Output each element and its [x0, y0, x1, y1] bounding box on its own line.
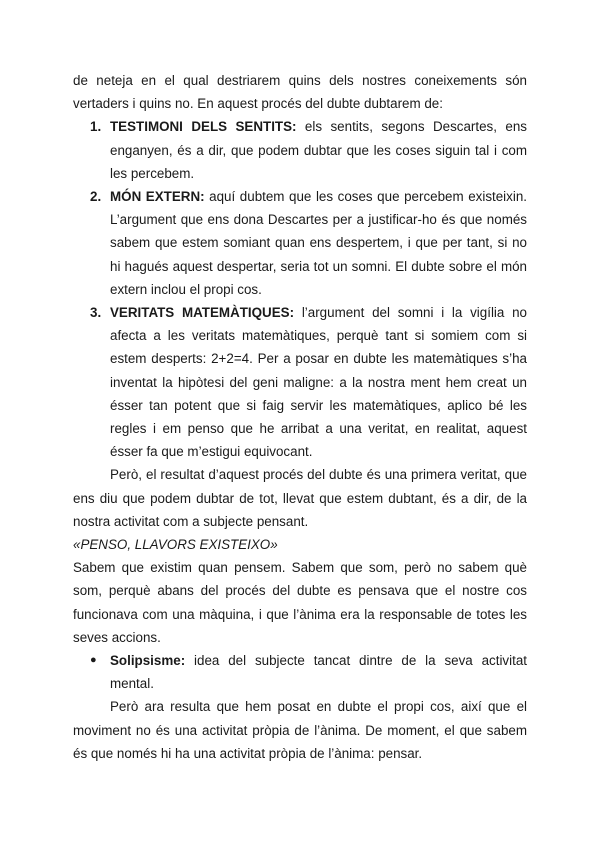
- cogito-paragraph: Sabem que existim quan pensem. Sabem que som, però no sabem què som, perquè abans del procés del dubte es pensava que el nostre cos funcionava com una màquina, i que l’ànima era la responsable de totes les seves accions.: [73, 560, 527, 645]
- cogito-heading: «PENSO, LLAVORS EXISTEIXO»: [73, 537, 278, 553]
- doubt-item-senses: [73, 115, 527, 185]
- doubt-text: l’argument del somni i la vigília no afecta a les veritats matemàtiques, perquè tant si somiem com si estem desperts: 2+2=4. Per a posar en dubte les matemàtiques s’ha inventat la hipòtesi del geni maligne: a la nostra ment hem creat un ésser tan potent que si faig servir les matemàtiques, aplico bé les regles i em penso que he arribat a una veritat, en realitat, aquest ésser fa que m’estigui equivocant.: [110, 305, 527, 460]
- doubt-term: TESTIMONI DELS SENTITS:: [110, 119, 297, 135]
- doubt-term: VERITATS MATEMÀTIQUES:: [110, 305, 295, 321]
- intro-paragraph: de neteja en el qual destriarem quins dels nostres coneixements són vertaders i quins no. En aquest procés del dubte dubtarem de:: [73, 73, 527, 112]
- list-number: 2.: [90, 189, 102, 205]
- bullet-term: Solipsisme:: [110, 653, 186, 669]
- result-paragraph: Però, el resultat d’aquest procés del dubte és una primera veritat, que ens diu que podem dubtar de tot, llevat que estem dubtant, és a dir, de la nostra activitat com a subjecte pensant.: [73, 467, 527, 529]
- bullet-text: idea del subjecte tancat dintre de la seva activitat mental.: [110, 653, 527, 692]
- doubt-text: aquí dubtem que les coses que percebem existeixin. L’argument que ens dona Descartes per a justificar-ho és que només sabem que estem somiant quan ens despertem, i que per tant, si no hi hagués aquest despertar, seria tot un somni. El dubte sobre el món extern inclou el propi cos.: [110, 189, 527, 297]
- doubt-term: MÓN EXTERN:: [110, 189, 205, 205]
- doubt-text: els sentits, segons Descartes, ens enganyen, és a dir, que podem dubtar que les coses siguin tal i com les percebem.: [110, 119, 527, 181]
- final-paragraph: Però ara resulta que hem posat en dubte el propi cos, així que el moviment no és una activitat pròpia de l’ànima. De moment, el que sabem és que només hi ha una activitat pròpia de l’ànima: pensar.: [73, 699, 527, 761]
- list-number: 1.: [90, 119, 102, 135]
- doubt-list: [73, 115, 527, 463]
- doubt-item-external-world: [73, 185, 527, 301]
- bullet-list: [73, 649, 527, 695]
- doubt-item-math-truths: [73, 301, 527, 463]
- list-number: 3.: [90, 305, 102, 321]
- page-content: [73, 69, 527, 765]
- bullet-dot-icon: ●: [90, 654, 97, 667]
- bullet-item-solipsism: [73, 649, 527, 695]
